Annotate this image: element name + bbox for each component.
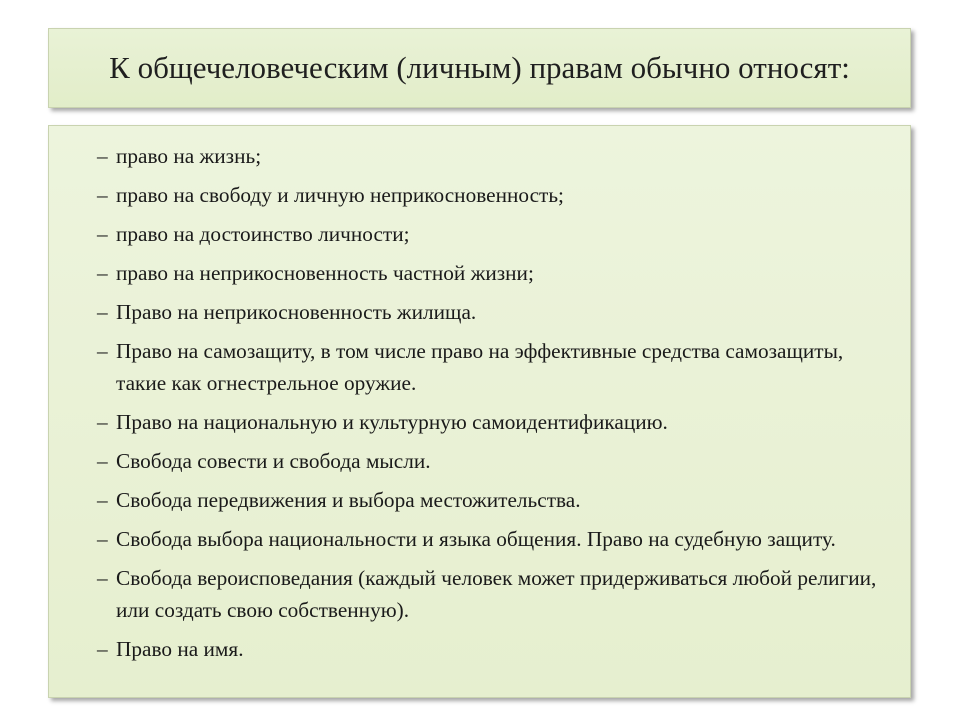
list-item bbox=[97, 296, 890, 328]
list-item-text: Свобода вероисповедания (каждый человек может придерживаться любой религии, или создать свою собственную). bbox=[116, 566, 877, 622]
list-item-text: право на жизнь; bbox=[116, 144, 262, 168]
dash-bullet-icon: – bbox=[97, 144, 108, 168]
dash-bullet-icon: – bbox=[97, 261, 108, 285]
list-item bbox=[97, 523, 890, 555]
dash-bullet-icon: – bbox=[97, 449, 108, 473]
dash-bullet-icon: – bbox=[97, 339, 108, 363]
content-panel bbox=[48, 125, 911, 698]
list-item-text: Право на национальную и культурную самоидентификацию. bbox=[116, 410, 668, 434]
dash-bullet-icon: – bbox=[97, 527, 108, 551]
dash-bullet-icon: – bbox=[97, 222, 108, 246]
list-item-text: право на неприкосновенность частной жизни; bbox=[116, 261, 534, 285]
list-item-text: Свобода совести и свобода мысли. bbox=[116, 449, 431, 473]
slide-title: К общечеловеческим (личным) правам обычно относят: bbox=[109, 50, 850, 85]
rights-list bbox=[49, 126, 910, 665]
list-item bbox=[97, 633, 890, 665]
list-item bbox=[97, 218, 890, 250]
dash-bullet-icon: – bbox=[97, 300, 108, 324]
dash-bullet-icon: – bbox=[97, 410, 108, 434]
dash-bullet-icon: – bbox=[97, 637, 108, 661]
list-item-text: право на достоинство личности; bbox=[116, 222, 410, 246]
list-item-text: право на свободу и личную неприкосновенность; bbox=[116, 183, 564, 207]
list-item bbox=[97, 179, 890, 211]
list-item-text: Право на имя. bbox=[116, 637, 244, 661]
list-item-text: Свобода передвижения и выбора местожительства. bbox=[116, 488, 581, 512]
title-panel bbox=[48, 28, 911, 108]
dash-bullet-icon: – bbox=[97, 566, 108, 590]
list-item bbox=[97, 445, 890, 477]
list-item bbox=[97, 406, 890, 438]
list-item bbox=[97, 484, 890, 516]
list-item bbox=[97, 140, 890, 172]
list-item-text: Право на неприкосновенность жилища. bbox=[116, 300, 477, 324]
list-item bbox=[97, 562, 890, 626]
dash-bullet-icon: – bbox=[97, 488, 108, 512]
list-item bbox=[97, 257, 890, 289]
list-item-text: Свобода выбора национальности и языка общения. Право на судебную защиту. bbox=[116, 527, 836, 551]
dash-bullet-icon: – bbox=[97, 183, 108, 207]
list-item-text: Право на самозащиту, в том числе право на эффективные средства самозащиты, такие как огнестрельное оружие. bbox=[116, 339, 844, 395]
list-item bbox=[97, 335, 890, 399]
